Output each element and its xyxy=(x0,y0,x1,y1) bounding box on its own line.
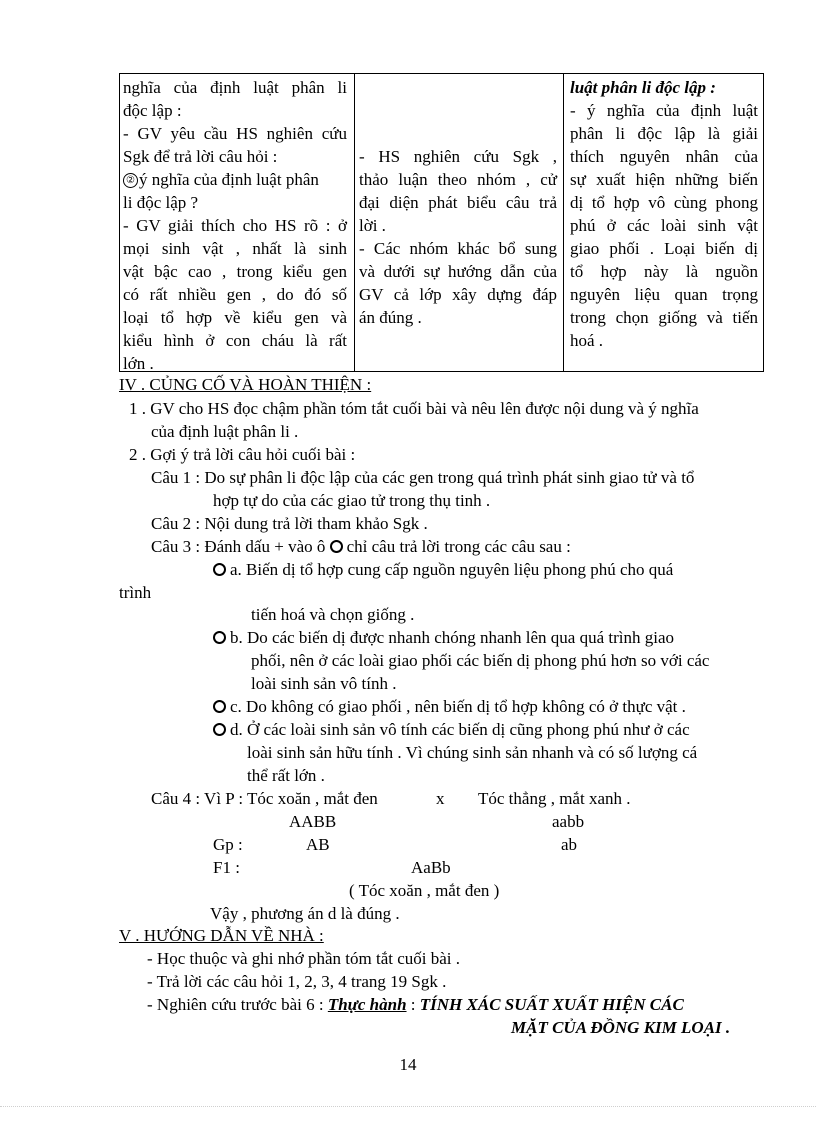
option-d-continuation: thể rất lớn . xyxy=(247,766,325,785)
checkbox-circle-icon[interactable] xyxy=(213,631,226,644)
table-text-line: ② ý nghĩa của định luật phân xyxy=(123,168,319,191)
table-text-line: sự xuất hiện những biến xyxy=(570,170,758,189)
table-text-line: Sgk để trả lời câu hỏi : xyxy=(123,147,278,166)
table-text-line: phân li độc lập là giải xyxy=(570,124,758,143)
table-text-line: lời . xyxy=(359,216,386,235)
list-item-continuation: của định luật phân li . xyxy=(151,422,299,441)
option-d-continuation: loài sinh sản hữu tính . Vì chúng sinh sản nhanh và có số lượng cá xyxy=(247,743,698,762)
table-text-line: - Các nhóm khác bổ sung xyxy=(359,239,557,258)
table-text-line: - GV giải thích cho HS rõ : ở xyxy=(123,216,347,235)
checkbox-circle-icon[interactable] xyxy=(213,563,226,576)
option-a-continuation: tiến hoá và chọn giống . xyxy=(251,605,415,624)
table-text-line: trong chọn giống và tiến xyxy=(570,308,758,327)
table-text-line: nghĩa của định luật phân li xyxy=(123,78,347,97)
answer-line: Câu 2 : Nội dung trả lời tham khảo Sgk . xyxy=(151,514,428,533)
table-text-line: - GV yêu cầu HS nghiên cứu xyxy=(123,124,347,143)
f1-label: F1 : xyxy=(213,858,240,877)
table-text-line: nguyên liệu quan trọng xyxy=(570,285,758,304)
table-text-line: thích nguyên nhân của xyxy=(570,147,758,166)
table-text-line: tổ hợp này là nguồn xyxy=(570,262,758,281)
option-b-continuation: phối, nên ở các loài giao phối các biến dị phong phú hơn so với các xyxy=(251,651,710,670)
genotype-left: AABB xyxy=(289,812,337,831)
practice-label: Thực hành xyxy=(327,995,407,1014)
checkbox-circle-icon[interactable] xyxy=(213,723,226,736)
answer-line: Câu 1 : Do sự phân li độc lập của các gen trong quá trình phát sinh giao tử và tổ xyxy=(151,468,695,487)
table-text-line: phú ở các loài sinh vật xyxy=(570,216,758,235)
page-bottom-divider xyxy=(0,1106,816,1107)
f1-phenotype: ( Tóc xoăn , mắt đen ) xyxy=(349,881,500,900)
gamete-left: AB xyxy=(306,835,330,854)
circled-number-marker: ② xyxy=(123,173,138,188)
table-text-line: kiểu hình ở con cháu là rất xyxy=(123,331,347,350)
table-text-line: án đúng . xyxy=(359,308,422,327)
cross-symbol: x xyxy=(436,789,445,808)
cross-parent-right: Tóc thẳng , mắt xanh . xyxy=(478,789,631,808)
content-heading: luật phân li độc lập : xyxy=(570,78,716,97)
answer-line: hợp tự do của các giao tử trong thụ tinh . xyxy=(213,491,491,510)
option-c[interactable]: c. Do không có giao phối , nên biến dị tổ hợp không có ở thực vật . xyxy=(213,696,686,718)
page-number: 14 xyxy=(399,1055,417,1074)
genotype-right: aabb xyxy=(552,812,585,831)
table-text-line: thảo luận theo nhóm , cử xyxy=(359,170,557,189)
option-a-continuation: trình xyxy=(119,583,152,602)
gamete-right: ab xyxy=(561,835,578,854)
table-text-line: dị tổ hợp vô cùng phong xyxy=(570,193,758,212)
table-text-line: lớn . xyxy=(123,354,154,373)
list-item: - Học thuộc và ghi nhớ phần tóm tắt cuối bài . xyxy=(147,949,461,968)
table-text-line: độc lập : xyxy=(123,101,182,120)
lesson-title: TÍNH XÁC SUẤT XUẤT HIỆN CÁC xyxy=(419,995,684,1014)
checkbox-circle-icon xyxy=(330,540,343,553)
table-text-line: li độc lập ? xyxy=(123,193,199,212)
lesson-title-continuation: MẶT CỦA ĐỒNG KIM LOẠI . xyxy=(511,1018,731,1037)
table-text-line: hoá . xyxy=(570,331,604,350)
table-text-line: giao phối . Loại biến dị xyxy=(570,239,758,258)
table-text-line: - HS nghiên cứu Sgk , xyxy=(359,147,557,166)
table-text-line: vật bậc cao , trong kiểu gen xyxy=(123,262,347,281)
cross-parents-label: Câu 4 : Vì P : Tóc xoăn , mắt đen xyxy=(151,789,378,808)
table-text-line: mọi sinh vật , nhất là sinh xyxy=(123,239,347,258)
conclusion: Vậy , phương án d là đúng . xyxy=(210,904,400,923)
option-b-continuation: loài sinh sản vô tính . xyxy=(251,674,397,693)
gamete-label: Gp : xyxy=(213,835,243,854)
section-heading: IV . CỦNG CỐ VÀ HOÀN THIỆN : xyxy=(119,375,372,394)
table-text-line: đại diện phát biểu câu trả xyxy=(359,193,557,212)
option-a[interactable]: a. Biến dị tổ hợp cung cấp nguồn nguyên liệu phong phú cho quá xyxy=(213,559,759,581)
table-text-line: - ý nghĩa của định luật xyxy=(570,101,758,120)
checkbox-circle-icon[interactable] xyxy=(213,700,226,713)
option-d[interactable]: d. Ở các loài sinh sản vô tính các biến dị cũng phong phú như ở các xyxy=(213,719,690,741)
table-text-line: loại tổ hợp về kiểu gen và xyxy=(123,308,347,327)
answer-line: Câu 3 : Đánh dấu + vào ô chỉ câu trả lời trong các câu sau : xyxy=(151,537,571,556)
table-text-line: và dưới sự hướng dẫn của xyxy=(359,262,557,281)
list-item: 1 . GV cho HS đọc chậm phần tóm tắt cuối bài và nêu lên được nội dung và ý nghĩa xyxy=(129,399,699,418)
list-item: 2 . Gợi ý trả lời câu hỏi cuối bài : xyxy=(129,445,356,464)
section-heading: V . HƯỚNG DẪN VỀ NHÀ : xyxy=(119,926,324,945)
list-item: - Nghiên cứu trước bài 6 : Thực hành : TÍNH XÁC SUẤT XUẤT HIỆN CÁC xyxy=(147,995,684,1014)
option-b[interactable]: b. Do các biến dị được nhanh chóng nhanh lên qua quá trình giao xyxy=(213,627,674,649)
list-item: - Trả lời các câu hỏi 1, 2, 3, 4 trang 19 Sgk . xyxy=(147,972,447,991)
f1-genotype: AaBb xyxy=(411,858,451,877)
table-text-line: GV cả lớp xây dựng đáp xyxy=(359,285,557,304)
table-text-line: có rất nhiều gen , do đó số xyxy=(123,285,347,304)
